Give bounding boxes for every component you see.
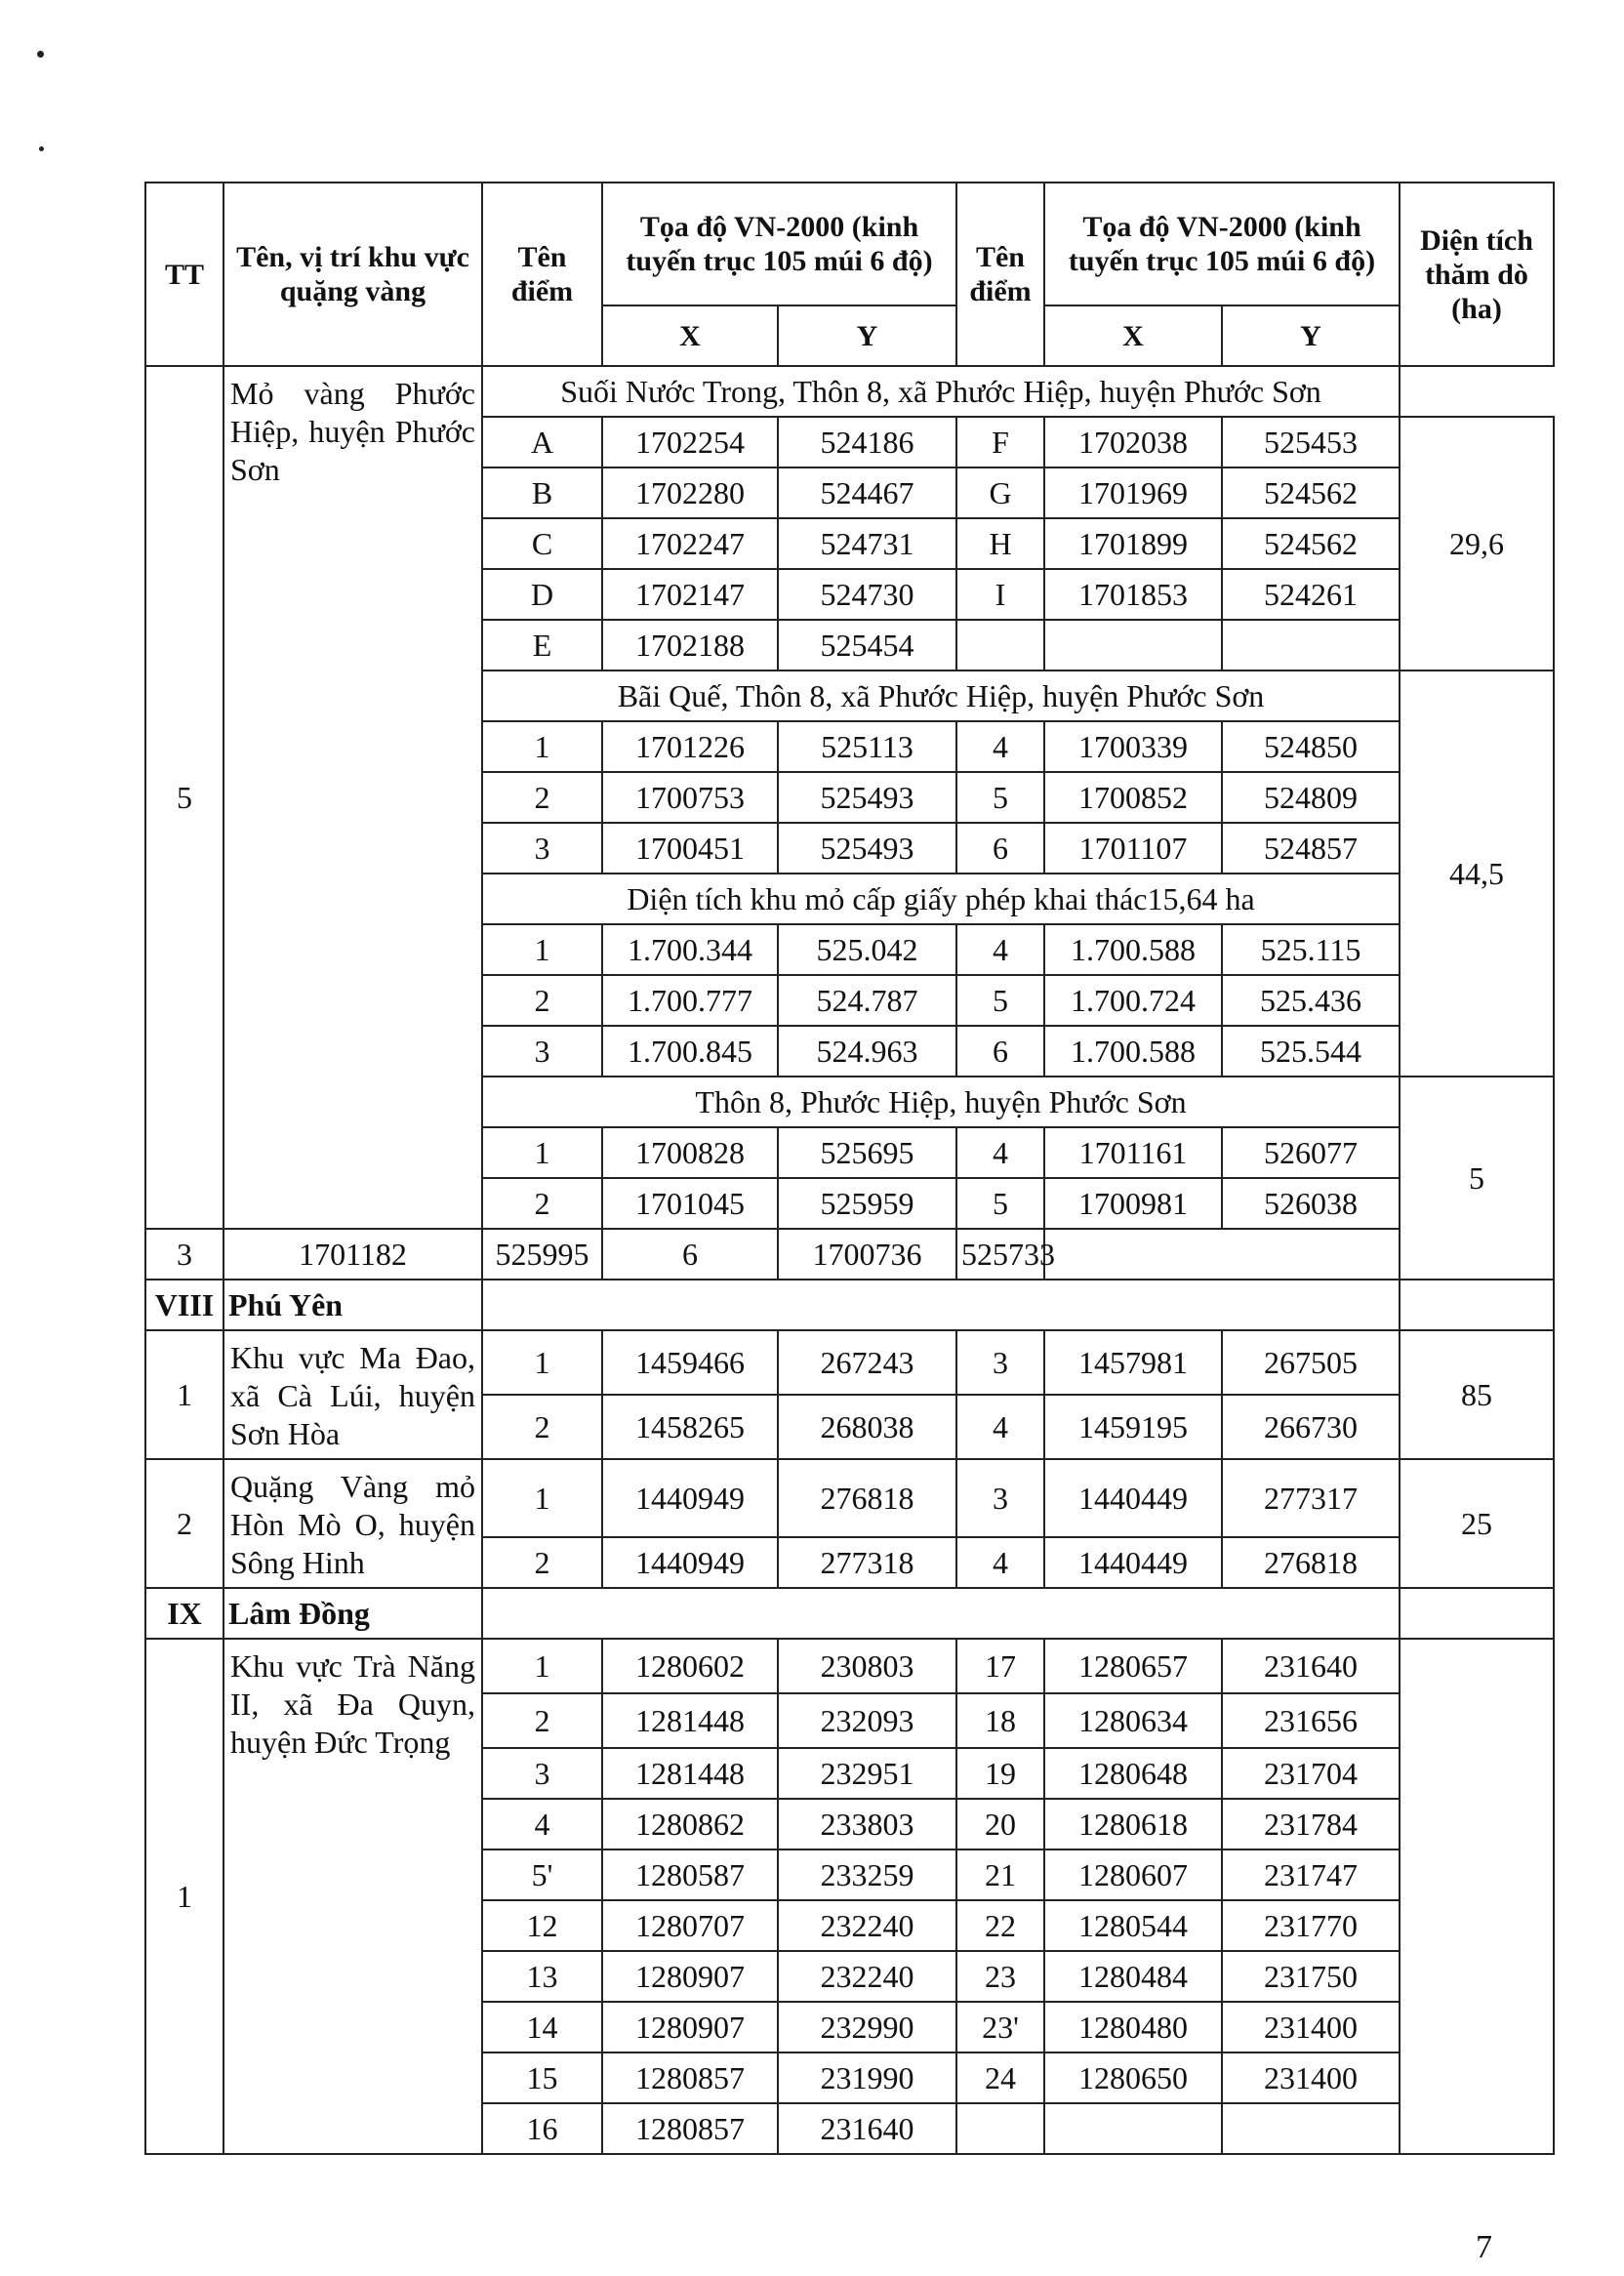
cell-y-2: 231784 bbox=[1222, 1799, 1400, 1849]
cell-x-1: 1280707 bbox=[602, 1900, 778, 1951]
subheader-cell: Suối Nước Trong, Thôn 8, xã Phước Hiệp, huyện Phước Sơn bbox=[482, 366, 1400, 417]
cell-point-1: 2 bbox=[482, 772, 602, 823]
cell-x-1: 1280907 bbox=[602, 1951, 778, 2002]
cell-x-1: 1702188 bbox=[602, 620, 778, 671]
cell-point-1: 1 bbox=[482, 1459, 602, 1537]
header-area: Diện tích thăm dò (ha) bbox=[1400, 183, 1554, 366]
cell-point-2: 23 bbox=[956, 1951, 1044, 2002]
header-x-1: X bbox=[602, 305, 778, 366]
cell-x-2: 1280650 bbox=[1044, 2052, 1222, 2103]
area-value-cell: 29,6 bbox=[1400, 417, 1554, 671]
section-blank-cell bbox=[482, 1280, 1400, 1330]
cell-y-1: 524731 bbox=[778, 518, 956, 569]
cell-point-1: 16 bbox=[482, 2103, 602, 2154]
cell-point-1: A bbox=[482, 417, 602, 467]
cell-x-1: 1281448 bbox=[602, 1693, 778, 1748]
cell-x-2: 1.700.588 bbox=[1044, 1026, 1222, 1077]
cell-x-2: 1701107 bbox=[1044, 823, 1222, 874]
cell-y-2: 231747 bbox=[1222, 1849, 1400, 1900]
cell-x-1: 1.700.344 bbox=[602, 924, 778, 975]
cell-y-2: 526077 bbox=[1222, 1127, 1400, 1178]
section-blank-area bbox=[1400, 1588, 1554, 1639]
cell-x-1: 1701226 bbox=[602, 721, 778, 772]
cell-y-1: 525454 bbox=[778, 620, 956, 671]
cell-y-1: 524.787 bbox=[778, 975, 956, 1026]
cell-y-2: 231400 bbox=[1222, 2052, 1400, 2103]
cell-x-2: 1280484 bbox=[1044, 1951, 1222, 2002]
cell-x-1: 1700828 bbox=[602, 1127, 778, 1178]
area-name-cell: Khu vực Ma Đao, xã Cà Lúi, huyện Sơn Hòa bbox=[223, 1330, 482, 1459]
cell-x-2 bbox=[1044, 620, 1222, 671]
cell-point-1: 1 bbox=[482, 1127, 602, 1178]
area-value-cell: 44,5 bbox=[1400, 671, 1554, 1077]
cell-x-1: 1280857 bbox=[602, 2052, 778, 2103]
header-coord-1: Tọa độ VN-2000 (kinh tuyến trục 105 múi 6 độ) bbox=[602, 183, 956, 305]
cell-y-1: 231990 bbox=[778, 2052, 956, 2103]
cell-point-2: G bbox=[956, 467, 1044, 518]
tt-cell: 1 bbox=[145, 1330, 223, 1459]
cell-x-2: 1280648 bbox=[1044, 1748, 1222, 1799]
scan-mark-dot bbox=[39, 146, 44, 151]
cell-x-1: 1702247 bbox=[602, 518, 778, 569]
header-point-2: Tên điểm bbox=[956, 183, 1044, 366]
area-value-cell bbox=[1400, 1639, 1554, 2154]
cell-x-2: 1280480 bbox=[1044, 2002, 1222, 2052]
cell-x-2: 1.700.724 bbox=[1044, 975, 1222, 1026]
cell-x-1: 1280587 bbox=[602, 1849, 778, 1900]
cell-y-2: 231640 bbox=[1222, 1639, 1400, 1693]
cell-point-1: 1 bbox=[482, 1639, 602, 1693]
cell-point-1: 5' bbox=[482, 1849, 602, 1900]
cell-point-1: 12 bbox=[482, 1900, 602, 1951]
cell-x-2: 1440449 bbox=[1044, 1537, 1222, 1588]
cell-y-1: 268038 bbox=[778, 1395, 956, 1459]
section-name: Lâm Đồng bbox=[223, 1588, 482, 1639]
cell-y-2: 524850 bbox=[1222, 721, 1400, 772]
area-value-cell: 85 bbox=[1400, 1330, 1554, 1459]
cell-point-2: 23' bbox=[956, 2002, 1044, 2052]
cell-point-1: 2 bbox=[482, 1178, 602, 1229]
cell-x-1: 1701045 bbox=[602, 1178, 778, 1229]
cell-x-2: 1280607 bbox=[1044, 1849, 1222, 1900]
table-row bbox=[145, 1330, 1554, 1395]
header-tt: TT bbox=[145, 183, 223, 366]
cell-x-2: 1700339 bbox=[1044, 721, 1222, 772]
cell-y-2: 231750 bbox=[1222, 1951, 1400, 2002]
cell-y-2: 524261 bbox=[1222, 569, 1400, 620]
cell-y-2: 525733 bbox=[956, 1229, 1044, 1280]
cell-point-2: 4 bbox=[956, 1127, 1044, 1178]
cell-x-1: 1702147 bbox=[602, 569, 778, 620]
cell-y-1: 231640 bbox=[778, 2103, 956, 2154]
cell-y-2: 276818 bbox=[1222, 1537, 1400, 1588]
cell-point-2: 22 bbox=[956, 1900, 1044, 1951]
cell-x-1: 1280602 bbox=[602, 1639, 778, 1693]
cell-y-2: 277317 bbox=[1222, 1459, 1400, 1537]
cell-y-2: 524562 bbox=[1222, 518, 1400, 569]
cell-point-2: 4 bbox=[956, 924, 1044, 975]
cell-point-1: C bbox=[482, 518, 602, 569]
table-header bbox=[145, 183, 1554, 366]
cell-point-1: 2 bbox=[482, 1395, 602, 1459]
cell-point-2: 6 bbox=[602, 1229, 778, 1280]
cell-point-1: 3 bbox=[482, 1748, 602, 1799]
cell-x-2: 1.700.588 bbox=[1044, 924, 1222, 975]
area-name-cell: Mỏ vàng Phước Hiệp, huyện Phước Sơn bbox=[223, 366, 482, 1229]
cell-x-1: 1280857 bbox=[602, 2103, 778, 2154]
cell-point-1: 1 bbox=[482, 924, 602, 975]
cell-x-2: 1280657 bbox=[1044, 1639, 1222, 1693]
cell-y-2: 524562 bbox=[1222, 467, 1400, 518]
tt-cell: 2 bbox=[145, 1459, 223, 1588]
section-number: IX bbox=[145, 1588, 223, 1639]
cell-x-1: 1440949 bbox=[602, 1459, 778, 1537]
cell-point-2: H bbox=[956, 518, 1044, 569]
cell-point-2: I bbox=[956, 569, 1044, 620]
cell-point-2: 18 bbox=[956, 1693, 1044, 1748]
cell-x-1: 1459466 bbox=[602, 1330, 778, 1395]
cell-y-2: 525.436 bbox=[1222, 975, 1400, 1026]
cell-x-2: 1702038 bbox=[1044, 417, 1222, 467]
cell-y-1: 230803 bbox=[778, 1639, 956, 1693]
section-row bbox=[145, 1280, 1554, 1330]
cell-x-2: 1701969 bbox=[1044, 467, 1222, 518]
area-value-cell: 5 bbox=[1400, 1077, 1554, 1280]
table-row bbox=[145, 1229, 1554, 1280]
cell-y-2: 231770 bbox=[1222, 1900, 1400, 1951]
cell-point-1: 2 bbox=[482, 975, 602, 1026]
cell-y-2: 524809 bbox=[1222, 772, 1400, 823]
cell-point-1: 3 bbox=[482, 823, 602, 874]
cell-y-2: 231400 bbox=[1222, 2002, 1400, 2052]
cell-point-1: 3 bbox=[145, 1229, 223, 1280]
cell-point-1: 2 bbox=[482, 1537, 602, 1588]
section-row bbox=[145, 1588, 1554, 1639]
cell-y-1: 267243 bbox=[778, 1330, 956, 1395]
cell-x-2: 1457981 bbox=[1044, 1330, 1222, 1395]
cell-x-1: 1701182 bbox=[223, 1229, 482, 1280]
header-y-2: Y bbox=[1222, 305, 1400, 366]
cell-y-1: 525995 bbox=[482, 1229, 602, 1280]
cell-x-2: 1440449 bbox=[1044, 1459, 1222, 1537]
cell-y-1: 232093 bbox=[778, 1693, 956, 1748]
cell-x-2: 1701853 bbox=[1044, 569, 1222, 620]
cell-point-2: 21 bbox=[956, 1849, 1044, 1900]
cell-x-1: 1280907 bbox=[602, 2002, 778, 2052]
cell-y-1: 524.963 bbox=[778, 1026, 956, 1077]
cell-y-1: 232990 bbox=[778, 2002, 956, 2052]
cell-x-2: 1701899 bbox=[1044, 518, 1222, 569]
cell-y-1: 524730 bbox=[778, 569, 956, 620]
area-name-cell: Quặng Vàng mỏ Hòn Mò O, huyện Sông Hinh bbox=[223, 1459, 482, 1588]
cell-y-1: 524467 bbox=[778, 467, 956, 518]
cell-y-1: 525113 bbox=[778, 721, 956, 772]
cell-point-2: 5 bbox=[956, 1178, 1044, 1229]
cell-x-1: 1280862 bbox=[602, 1799, 778, 1849]
subheader-cell: Bãi Quế, Thôn 8, xã Phước Hiệp, huyện Phước Sơn bbox=[482, 671, 1400, 721]
subheader-cell: Thôn 8, Phước Hiệp, huyện Phước Sơn bbox=[482, 1077, 1400, 1127]
table-row bbox=[145, 1639, 1554, 1693]
area-value-cell: 25 bbox=[1400, 1459, 1554, 1588]
cell-point-2: 4 bbox=[956, 1537, 1044, 1588]
cell-x-2: 1700981 bbox=[1044, 1178, 1222, 1229]
cell-x-2 bbox=[1044, 2103, 1222, 2154]
cell-x-1: 1458265 bbox=[602, 1395, 778, 1459]
coordinate-table-container bbox=[144, 182, 1553, 2155]
cell-x-2: 1459195 bbox=[1044, 1395, 1222, 1459]
header-coord-2: Tọa độ VN-2000 (kinh tuyến trục 105 múi 6 độ) bbox=[1044, 183, 1400, 305]
tt-cell: 1 bbox=[145, 1639, 223, 2154]
cell-y-1: 233803 bbox=[778, 1799, 956, 1849]
cell-y-1: 277318 bbox=[778, 1537, 956, 1588]
cell-point-2: 3 bbox=[956, 1330, 1044, 1395]
cell-y-1: 525959 bbox=[778, 1178, 956, 1229]
coordinate-table bbox=[144, 182, 1555, 2155]
cell-y-2 bbox=[1222, 2103, 1400, 2154]
cell-x-1: 1.700.777 bbox=[602, 975, 778, 1026]
cell-y-1: 232951 bbox=[778, 1748, 956, 1799]
cell-y-1: 525493 bbox=[778, 772, 956, 823]
cell-y-1: 525695 bbox=[778, 1127, 956, 1178]
cell-x-1: 1702254 bbox=[602, 417, 778, 467]
cell-x-2: 1280618 bbox=[1044, 1799, 1222, 1849]
cell-point-1: B bbox=[482, 467, 602, 518]
section-number: VIII bbox=[145, 1280, 223, 1330]
cell-x-1: 1700451 bbox=[602, 823, 778, 874]
cell-point-2: 24 bbox=[956, 2052, 1044, 2103]
header-name: Tên, vị trí khu vực quặng vàng bbox=[223, 183, 482, 366]
cell-point-2: 6 bbox=[956, 1026, 1044, 1077]
cell-point-1: E bbox=[482, 620, 602, 671]
cell-y-2: 525.544 bbox=[1222, 1026, 1400, 1077]
cell-x-1: 1281448 bbox=[602, 1748, 778, 1799]
cell-y-2: 526038 bbox=[1222, 1178, 1400, 1229]
header-x-2: X bbox=[1044, 305, 1222, 366]
section-blank-cell bbox=[482, 1588, 1400, 1639]
cell-y-1: 524186 bbox=[778, 417, 956, 467]
cell-point-2: 19 bbox=[956, 1748, 1044, 1799]
cell-point-2: 4 bbox=[956, 721, 1044, 772]
cell-point-1: 14 bbox=[482, 2002, 602, 2052]
cell-point-2 bbox=[956, 620, 1044, 671]
cell-x-1: 1700753 bbox=[602, 772, 778, 823]
cell-x-1: 1.700.845 bbox=[602, 1026, 778, 1077]
section-name: Phú Yên bbox=[223, 1280, 482, 1330]
cell-point-2: 4 bbox=[956, 1395, 1044, 1459]
cell-y-2: 267505 bbox=[1222, 1330, 1400, 1395]
cell-point-2: 5 bbox=[956, 975, 1044, 1026]
cell-point-1: 2 bbox=[482, 1693, 602, 1748]
cell-y-2 bbox=[1222, 620, 1400, 671]
cell-x-2: 1280634 bbox=[1044, 1693, 1222, 1748]
cell-point-1: 1 bbox=[482, 721, 602, 772]
cell-point-1: 13 bbox=[482, 1951, 602, 2002]
cell-point-2: F bbox=[956, 417, 1044, 467]
cell-point-1: 3 bbox=[482, 1026, 602, 1077]
subheader-cell: Diện tích khu mỏ cấp giấy phép khai thác15,64 ha bbox=[482, 874, 1400, 924]
header-y-1: Y bbox=[778, 305, 956, 366]
cell-x-2: 1701161 bbox=[1044, 1127, 1222, 1178]
scan-mark-dot bbox=[37, 51, 44, 58]
cell-x-1: 1440949 bbox=[602, 1537, 778, 1588]
cell-y-2: 525453 bbox=[1222, 417, 1400, 467]
cell-y-1: 232240 bbox=[778, 1900, 956, 1951]
page-number: 7 bbox=[1476, 2229, 1492, 2265]
cell-point-1: D bbox=[482, 569, 602, 620]
cell-x-2: 1700852 bbox=[1044, 772, 1222, 823]
cell-y-1: 276818 bbox=[778, 1459, 956, 1537]
table-body bbox=[145, 366, 1554, 2154]
cell-y-2: 266730 bbox=[1222, 1395, 1400, 1459]
cell-x-1: 1702280 bbox=[602, 467, 778, 518]
header-point-1: Tên điểm bbox=[482, 183, 602, 366]
cell-point-2: 17 bbox=[956, 1639, 1044, 1693]
cell-point-2: 3 bbox=[956, 1459, 1044, 1537]
cell-point-1: 15 bbox=[482, 2052, 602, 2103]
tt-cell: 5 bbox=[145, 366, 223, 1229]
cell-y-1: 233259 bbox=[778, 1849, 956, 1900]
area-name-cell: Khu vực Trà Năng II, xã Đa Quyn, huyện Đức Trọng bbox=[223, 1639, 482, 2154]
cell-y-2: 524857 bbox=[1222, 823, 1400, 874]
cell-y-2: 525.115 bbox=[1222, 924, 1400, 975]
cell-point-2: 5 bbox=[956, 772, 1044, 823]
cell-point-2: 20 bbox=[956, 1799, 1044, 1849]
cell-y-2: 231656 bbox=[1222, 1693, 1400, 1748]
cell-x-2: 1700736 bbox=[778, 1229, 956, 1280]
cell-y-2: 231704 bbox=[1222, 1748, 1400, 1799]
cell-point-1: 1 bbox=[482, 1330, 602, 1395]
cell-y-1: 525493 bbox=[778, 823, 956, 874]
cell-point-1: 4 bbox=[482, 1799, 602, 1849]
cell-y-1: 232240 bbox=[778, 1951, 956, 2002]
section-blank-area bbox=[1400, 1280, 1554, 1330]
cell-point-2 bbox=[956, 2103, 1044, 2154]
cell-y-1: 525.042 bbox=[778, 924, 956, 975]
cell-point-2: 6 bbox=[956, 823, 1044, 874]
table-row bbox=[145, 1459, 1554, 1537]
cell-x-2: 1280544 bbox=[1044, 1900, 1222, 1951]
